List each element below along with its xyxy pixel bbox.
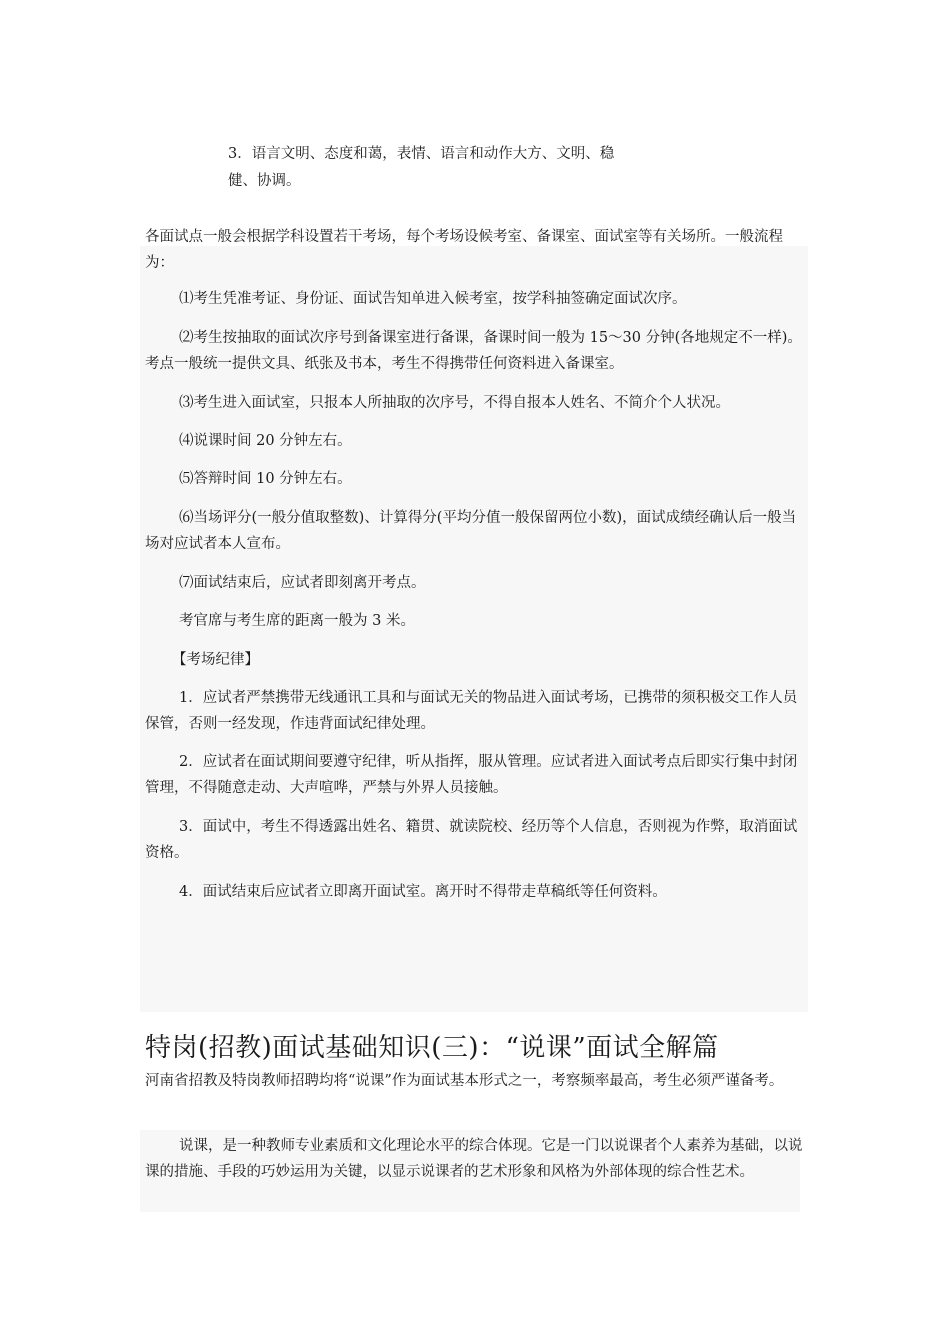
section-heading: 特岗(招教)面试基础知识(三)：“说课”面试全解篇 [145,1033,719,1063]
intro-paragraph: 各面试点一般会根据学科设置若干考场，每个考场设候考室、备课室、面试室等有关场所。一般流程为： [145,229,783,271]
flow-item: ⑹当场评分(一般分值取整数)、计算得分(平均分值一般保留两位小数)，面试成绩经确认后一般当场对应试者本人宣布。 [145,510,797,552]
section-intro: 河南省招教及特岗教师招聘均将“说课”作为面试基本形式之一，考察频率最高，考生必须严谨备考。 [145,1073,784,1089]
discipline-item: 4．面试结束后应试者立即离开面试室。离开时不得带走草稿纸等任何资料。 [179,884,667,900]
top-item-line-2: 健、协调。 [228,173,301,189]
top-item-line-1: 3．语言文明、态度和蔼，表情、语言和动作大方、文明、稳 [228,146,615,162]
section-body: 说课，是一种教师专业素质和文化理论水平的综合体现。它是一门以说课者个人素养为基础，以说课的措施、手段的巧妙运用为关键，以显示说课者的艺术形象和风格为外部体现的综合性艺术。 [145,1138,803,1180]
flow-item: ⑸答辩时间 10 分钟左右。 [179,471,352,487]
flow-item: ⑵考生按抽取的面试次序号到备课室进行备课，备课时间一般为 15～30 分钟(各地规定不一样)。考点一般统一提供文具、纸张及书本，考生不得携带任何资料进入备课室。 [145,330,802,372]
flow-item: ⑺面试结束后，应试者即刻离开考点。 [179,575,426,591]
discipline-item: 2．应试者在面试期间要遵守纪律，听从指挥，服从管理。应试者进入面试考点后即实行集中封闭管理，不得随意走动、大声喧哗，严禁与外界人员接触。 [145,754,798,796]
discipline-item: 3．面试中，考生不得透露出姓名、籍贯、就读院校、经历等个人信息，否则视为作弊，取消面试资格。 [145,819,798,861]
flow-item: ⑶考生进入面试室，只报本人所抽取的次序号，不得自报本人姓名、不简介个人状况。 [179,395,730,411]
discipline-item: 1．应试者严禁携带无线通讯工具和与面试无关的物品进入面试考场，已携带的须积极交工作人员保管，否则一经发现，作违背面试纪律处理。 [145,690,798,732]
discipline-title: 【考场纪律】 [172,652,259,668]
distance-note: 考官席与考生席的距离一般为 3 米。 [179,613,415,629]
flow-item: ⑴考生凭准考证、身份证、面试告知单进入候考室，按学科抽签确定面试次序。 [179,291,687,307]
flow-item: ⑷说课时间 20 分钟左右。 [179,433,352,449]
